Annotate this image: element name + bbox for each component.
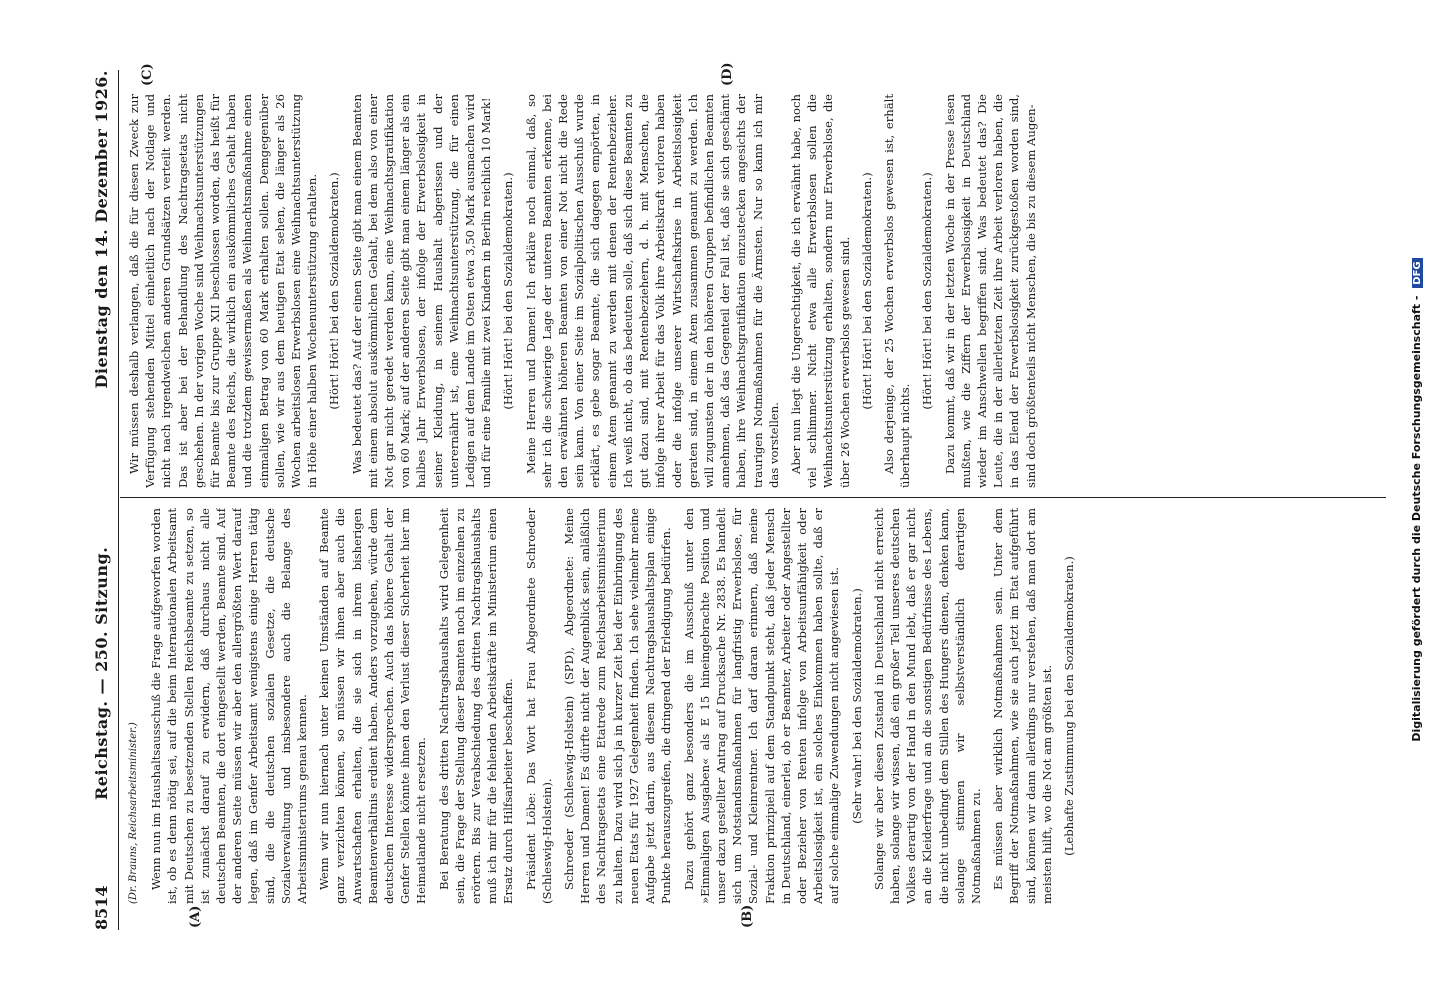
- page-header: [88, 70, 119, 930]
- paragraph: Präsident Löbe: Das Wort hat Frau Abgeordnete Schroeder (Schleswig-Holstein).: [523, 508, 554, 904]
- paragraph: Bei Beratung des dritten Nachtragshaushalts wird Gelegenheit sein, die Frage der Stellung dieser Beamten noch im einzelnen zu erörtern. Bis zur Verabschiedung des dritten Nachtragshaushalts muß ich mir für die fehlenden Arbeitskräfte im Ministerium einen Ersatz durch Hilfsarbeiter beschaffen.: [436, 508, 516, 904]
- rotated-document-page: [80, 60, 1400, 940]
- paragraph: Wir müssen deshalb verlangen, daß die für diesen Zweck zur Verfügung stehenden Mittel einheitlich nach der Notlage und nicht nach irgendwelchen anderen Grundsätzen verteilt werden. Das ist aber bei der Behandlung des Nachtragsetats nicht geschehen. In der vorigen Woche sind Weihnachtsunterstützungen für Beamte bis zur Gruppe XII beschlossen worden, das heißt für Beamte des Reichs, die wirklich ein auskömmliches Gehalt haben und die trotzdem gewissermaßen als Weihnachtsmaßnahme einen einmaligen Betrag von 60 Mark erhalten sollen. Demgegenüber sollen, wie wir aus dem heutigen Etat sehen, die länger als 26 Wochen arbeitslosen Erwerbslosen eine Weihnachtsunterstützung in Höhe einer halben Wochenunterstützung erhalten.: [127, 94, 320, 488]
- paragraph: Wenn wir nun hiernach unter keinen Umständen auf Beamte ganz verzichten können, so müssen wir ihnen aber auch die Anwartschaften erhalten, die sie sich in ihrem bisherigen Beamtenverhältnis erdient haben. Anders vorzugehen, würde dem deutschen Interesse widersprechen. Auch das höhere Gehalt der Genfer Stellen könnte ihnen den Verlust dieser Sicherheit hier im Heimatlande nicht ersetzen.: [317, 508, 429, 904]
- interjection: (Hört! Hört! bei den Sozialdemokraten.): [859, 172, 874, 410]
- section-marker-b: (B): [740, 904, 755, 928]
- paragraph: Was bedeutet das? Auf der einen Seite gibt man einem Beamten mit einem absolut auskömmlichen Gehalt, bei dem also von einer Not gar nicht geredet werden kann, eine Weihnachtsgratifikation von 60 Mark; auf der anderen Seite gibt man einem länger als ein halbes Jahr Erwerbslosen, der infolge der Erwerbslosigkeit in seiner Kleidung, in seinem Haushalt abgerissen und der unterernährt ist, eine Weihnachtsunterstützung, die für einen Ledigen auf dem Lande im Osten etwa 3,50 Mark ausmachen wird und für eine Familie mit zwei Kindern in Berlin reichlich 10 Mark!: [349, 94, 494, 488]
- paragraph: Dazu kommt, daß wir in der letzten Woche in der Presse lesen mußten, wie die Ziffern der Erwerbslosigkeit in Deutschland wieder im Anschwellen begriffen sind. Was bedeutet das? Die Leute, die in der allerletzten Zeit ihre Arbeit verloren haben, die in das Elend der Erwerbslosigkeit zurückgestoßen worden sind, sind doch größtenteils nicht Menschen, die bis zu diesem Augen-: [942, 94, 1038, 488]
- dfg-logo: DFG: [1412, 258, 1423, 287]
- interjection: (Hört! Hört! bei den Sozialdemokraten.): [501, 172, 516, 410]
- interjection: (Hört! Hört! bei den Sozialdemokraten.): [920, 172, 935, 410]
- interjection: (Sehr wahr! bei den Sozialdemokraten.): [849, 588, 864, 824]
- section-marker-a: (A): [188, 905, 203, 928]
- section-marker-c: (C): [140, 63, 155, 86]
- interjection: (Hört! Hört! bei den Sozialdemokraten.): [327, 172, 342, 410]
- section-marker-d: (D): [720, 62, 735, 86]
- speaker-note: (Dr. Brauns, Reichsarbeitsminister.): [128, 722, 139, 904]
- column-divider: [120, 497, 1386, 498]
- header-left-title: Reichstag. — 250. Sitzung.: [92, 546, 111, 800]
- credit-text: Digitalisierung gefördert durch die Deutsche Forschungsgemeinschaft -: [1410, 295, 1423, 742]
- paragraph: Dazu gehört ganz besonders die im Ausschuß unter den »Einmaligen Ausgaben« als E 15 hineingebrachte Position und unser dazu gestellter Antrag auf Drucksache Nr. 2838. Es handelt sich um Notstandsmaßnahmen für langfristig Erwerbslose, für Sozial- und Kleinrentner. Ich darf daran erinnern, daß meine Fraktion prinzipiell auf dem Standpunkt steht, daß jeder Mensch in Deutschland, einerlei, ob er Beamter, Arbeiter oder Angestellter oder Bezieher von Renten infolge von Arbeitsunfähigkeit oder Arbeitslosigkeit ist, ein solches Einkommen haben sollte, daß er auf solche einmalige Zuwendungen nicht angewiesen ist.: [681, 508, 842, 904]
- paragraph: Wenn nun im Haushaltsausschuß die Frage aufgeworfen worden ist, ob es denn nötig sei, auf die beim Internationalen Arbeitsamt mit Deutschen zu besetzenden Stellen Reichsbeamte zu setzen, so ist zunächst darauf zu erwidern, daß durchaus nicht alle deutschen Beamten, die dort eingestellt werden, Beamte sind. Auf der anderen Seite müssen wir aber den allergrößten Wert darauf legen, daß im Genfer Arbeitsamt wenigstens einige Herren tätig sind, die die deutschen sozialen Gesetze, die deutsche Sozialverwaltung und insbesondere auch die Belange des Arbeitsministeriums genau kennen.: [149, 508, 310, 904]
- paragraph: Schroeder (Schleswig-Holstein) (SPD), Abgeordnete: Meine Herren und Damen! Es dürfte nicht der Augenblick sein, anläßlich des Nachtragsetats eine Etatrede zum Reichsarbeitsministerium zu halten. Dazu wird sich ja in kurzer Zeit bei der Einbringung des neuen Etats für 1927 Gelegenheit finden. Ich sehe vielmehr meine Aufgabe jetzt darin, aus diesem Nachtragshaushaltsplan einige Punkte herauszugreifen, die dringend der Erledigung bedürfen.: [562, 508, 674, 904]
- digitization-credit: [1404, 0, 1434, 1000]
- paragraph: Meine Herren und Damen! Ich erkläre noch einmal, daß, so sehr ich die schwierige Lage der unteren Beamten erkenne, bei den erwähnten höheren Beamten von einer Not nicht die Rede sein kann. Von einer Seite im Sozialpolitischen Ausschuß wurde erklärt, es gebe sogar Beamte, die sich dagegen empörten, in einem Atem genannt zu werden mit denen der Rentenbezieher. Ich weiß nicht, ob das bedeuten solle, daß sich diese Beamten zu gut dazu sind, mit Rentenbeziehern, d. h. mit Menschen, die infolge ihrer Arbeit für das Volk ihre Arbeitskraft verloren haben oder die infolge unserer Wirtschaftskrise in Arbeitslosigkeit geraten sind, in einem Atem zusammen genannt zu werden. Ich will zugunsten der in den höheren Gruppen befindlichen Beamten annehmen, daß das Gegenteil der Fall ist, daß sie sich geschämt haben, ihre Weihnachtsgratifikation einzustecken angesichts der traurigen Notmaßnahmen für die Ärmsten. Nur so kann ich mir das vorstellen.: [523, 94, 781, 488]
- right-column: [126, 94, 1386, 488]
- interjection: (Lebhafte Zustimmung bei den Sozialdemokraten.): [1061, 556, 1076, 856]
- left-column: [126, 508, 1386, 904]
- page-number: 8514: [92, 885, 111, 930]
- header-right-title: Dienstag den 14. Dezember 1926.: [92, 70, 111, 389]
- paragraph: Solange wir aber diesen Zustand in Deutschland nicht erreicht haben, solange wir wissen, daß ein großer Teil unseres deutschen Volkes derartig von der Hand in den Mund lebt, daß er gar nicht an die Kleiderfrage und an die sonstigen Bedürfnisse des Lebens, die nicht unbedingt dem Stillen des Hungers dienen, denken kann, solange stimmen wir selbstverständlich derartigen Notmaßnahmen zu.: [871, 508, 983, 904]
- paragraph: Aber nun liegt die Ungerechtigkeit, die ich erwähnt habe, noch viel schlimmer. Nicht etwa alle Erwerbslosen sollen die Weihnachtsunterstützung erhalten, sondern nur Erwerbslose, die über 26 Wochen erwerbslos gewesen sind.: [788, 94, 852, 488]
- paragraph: Also derjenige, der 25 Wochen erwerbslos gewesen ist, erhält überhaupt nichts.: [881, 94, 913, 488]
- paragraph: Es müssen aber wirklich Notmaßnahmen sein. Unter dem Begriff der Notmaßnahmen, wie sie auch jetzt im Etat aufgeführt sind, können wir dann allerdings nur verstehen, daß man dort am meisten hilft, wo die Not am größten ist.: [991, 508, 1054, 904]
